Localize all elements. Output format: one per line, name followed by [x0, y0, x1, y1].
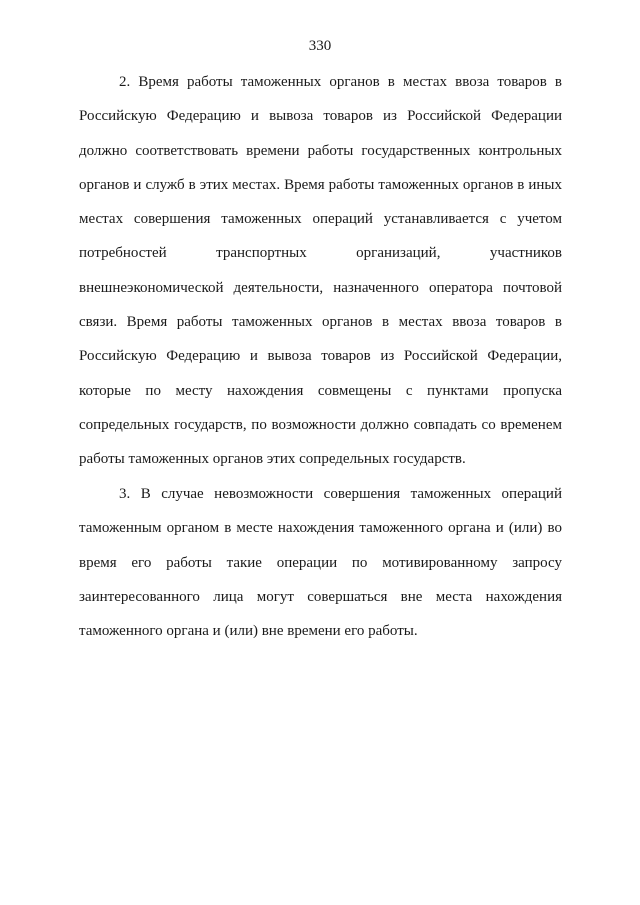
paragraph-line: потребностей транспортных организаций, участников — [79, 245, 562, 262]
paragraph-line: внешнеэкономической деятельности, назначенного оператора почтовой — [79, 279, 562, 296]
paragraph-line: 3. В случае невозможности совершения таможенных операций — [119, 486, 562, 502]
paragraph-line: таможенным органом в месте нахождения таможенного органа и (или) во — [79, 520, 562, 537]
paragraph-line: Российскую Федерацию и вывоза товаров из Российской Федерации, — [79, 348, 562, 365]
paragraph-line: органов и служб в этих местах. Время работы таможенных органов в иных — [79, 176, 562, 193]
page-number: 330 — [308, 38, 332, 54]
paragraph-line: время его работы такие операции по мотивированному запросу — [79, 554, 562, 571]
paragraph-line: сопредельных государств, по возможности должно совпадать со временем — [79, 416, 562, 433]
paragraph-3 — [79, 484, 562, 655]
paragraph-2 — [79, 72, 562, 484]
paragraph-line: 2. Время работы таможенных органов в местах ввоза товаров в — [119, 74, 562, 90]
paragraph-line: работы таможенных органов этих сопредельных государств. — [79, 451, 466, 468]
paragraph-line: должно соответствовать времени работы государственных контрольных — [79, 142, 562, 159]
paragraph-line: таможенного органа и (или) вне времени его работы. — [79, 623, 418, 640]
paragraph-line: связи. Время работы таможенных органов в местах ввоза товаров в — [79, 314, 562, 331]
paragraph-line: которые по месту нахождения совмещены с пунктами пропуска — [79, 382, 562, 399]
paragraph-line: заинтересованного лица могут совершаться вне места нахождения — [79, 588, 562, 605]
paragraph-line: местах совершения таможенных операций устанавливается с учетом — [79, 211, 562, 228]
paragraph-line: Российскую Федерацию и вывоза товаров из Российской Федерации — [79, 108, 562, 125]
